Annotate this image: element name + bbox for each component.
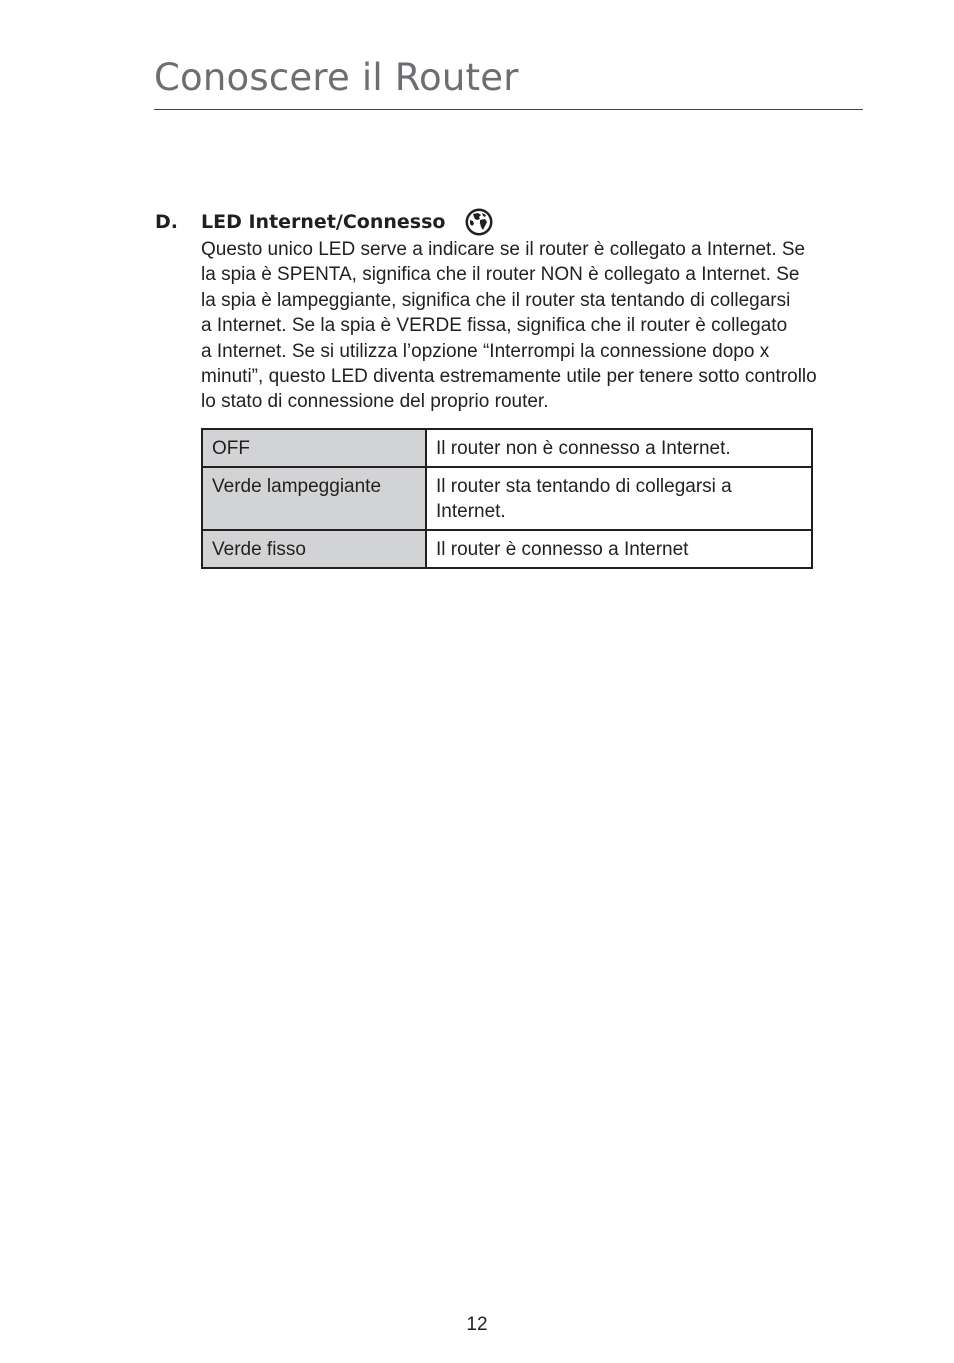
title-divider: [154, 109, 863, 110]
led-status-table: [201, 428, 813, 569]
led-state-cell: OFF: [202, 429, 426, 467]
table-row: [202, 429, 812, 467]
body-line: Questo unico LED serve a indicare se il router è collegato a Internet. Se: [201, 239, 806, 260]
body-line: lo stato di connessione del proprio router.: [201, 391, 549, 413]
globe-icon: [464, 207, 494, 237]
section-body: [201, 237, 871, 415]
led-state-cell: Verde lampeggiante: [202, 467, 426, 530]
led-meaning-cell: Il router sta tentando di collegarsi a Internet.: [426, 467, 812, 530]
body-line: a Internet. Se si utilizza l’opzione “Interrompi la connessione dopo x: [201, 340, 770, 362]
table-row: [202, 467, 812, 530]
page-title: Conoscere il Router: [154, 56, 519, 99]
section-heading: LED Internet/Connesso: [201, 211, 446, 233]
table-row: [202, 530, 812, 568]
body-line: minuti”, questo LED diventa estremamente utile per tenere sotto controllo: [201, 366, 817, 388]
body-line: la spia è lampeggiante, significa che il router sta tentando di collegarsi: [201, 289, 791, 311]
body-line: la spia è SPENTA, significa che il router NON è collegato a Internet. Se: [201, 264, 800, 286]
section-letter: D.: [155, 211, 178, 233]
led-meaning-cell: Il router non è connesso a Internet.: [426, 429, 812, 467]
body-line: a Internet. Se la spia è VERDE fissa, significa che il router è collegato: [201, 315, 788, 337]
led-state-cell: Verde fisso: [202, 530, 426, 568]
led-meaning-cell: Il router è connesso a Internet: [426, 530, 812, 568]
page-number: 12: [466, 1314, 488, 1335]
